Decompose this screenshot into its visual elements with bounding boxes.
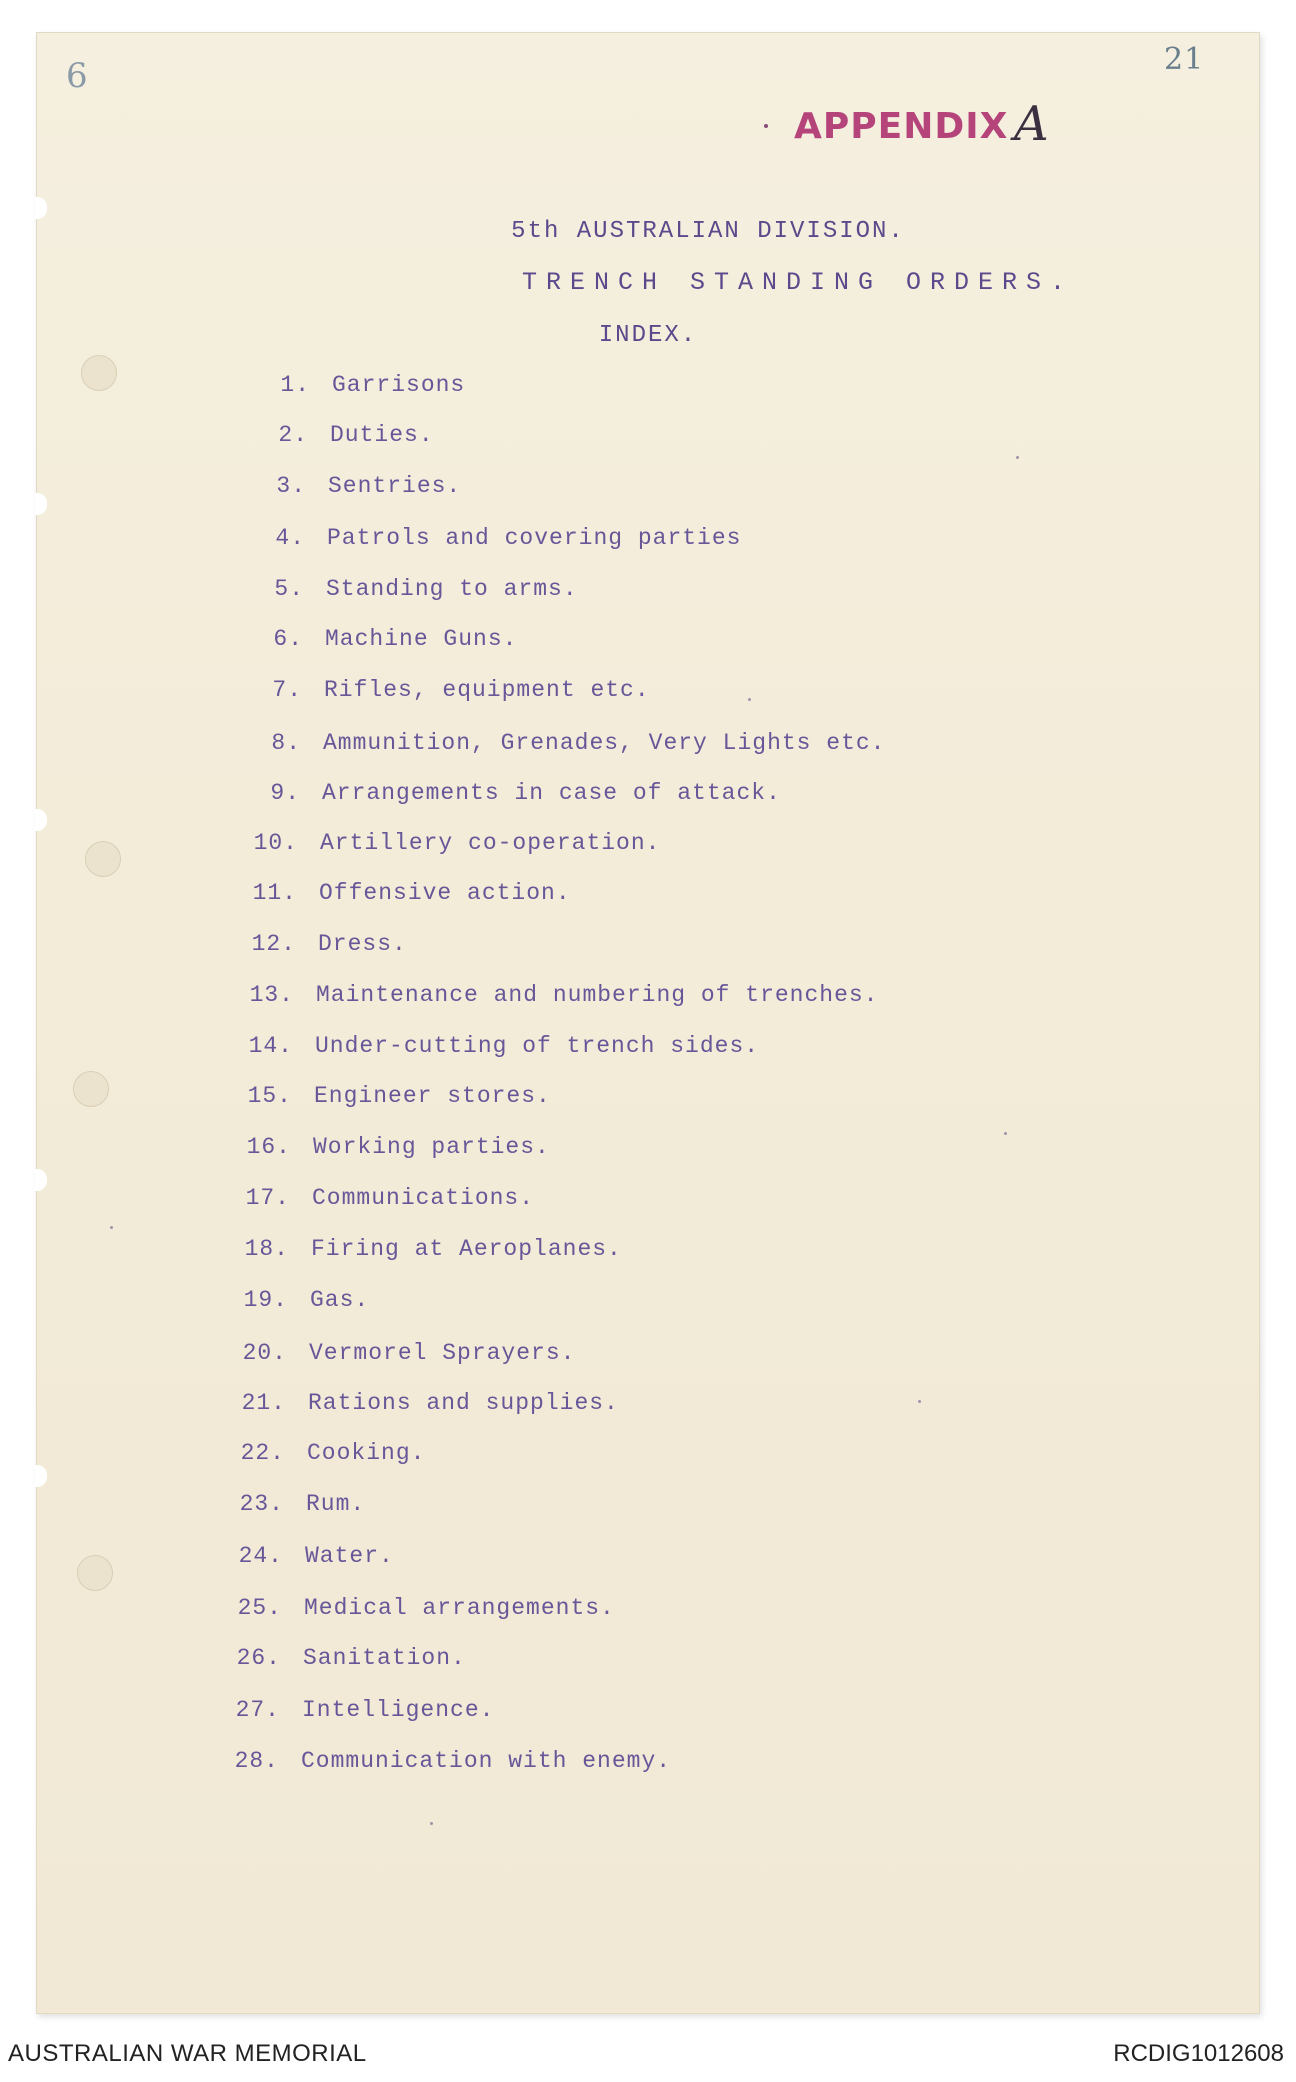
entry-text: Duties. — [330, 422, 434, 448]
torn-edge — [35, 809, 47, 831]
entry-text: Rum. — [306, 1491, 366, 1517]
entry-text: Cooking. — [307, 1440, 426, 1466]
entry-number: 1. — [280, 372, 310, 398]
folio-number-left: 6 — [66, 56, 88, 96]
index-entry — [235, 525, 741, 561]
index-entry — [215, 1440, 425, 1476]
index-entry — [230, 780, 781, 816]
archive-reference: RCDIG1012608 — [1113, 2040, 1284, 2067]
index-entry — [220, 1185, 534, 1221]
entry-text: Medical arrangements. — [304, 1595, 615, 1621]
entry-number: 22. — [240, 1440, 285, 1466]
entry-number: 23. — [239, 1491, 284, 1517]
entry-number: 6. — [273, 626, 303, 652]
ink-speck — [1016, 456, 1019, 459]
entry-number: 21. — [241, 1390, 286, 1416]
entry-number: 10. — [253, 830, 298, 856]
entry-text: Sentries. — [328, 473, 462, 499]
index-heading: INDEX. — [598, 322, 698, 349]
torn-edge — [35, 1169, 47, 1191]
entry-text: Machine Guns. — [325, 626, 518, 652]
punch-hole — [85, 841, 121, 877]
entry-text: Offensive action. — [319, 880, 571, 906]
punch-hole — [81, 355, 117, 391]
stamp-dot — [764, 124, 768, 128]
entry-number: 2. — [278, 422, 308, 448]
entry-number: 18. — [244, 1236, 289, 1262]
entry-text: Rifles, equipment etc. — [324, 677, 650, 703]
index-entry — [221, 1134, 550, 1170]
entry-number: 11. — [252, 880, 297, 906]
entry-text: Garrisons — [332, 372, 466, 398]
ink-speck — [430, 1822, 433, 1825]
entry-text: Standing to arms. — [326, 576, 578, 602]
punch-hole — [73, 1071, 109, 1107]
index-entry — [218, 1287, 369, 1323]
index-entry — [223, 1033, 759, 1069]
appendix-stamp: APPENDIX — [794, 106, 1009, 147]
index-entry — [238, 422, 434, 458]
entry-text: Ammunition, Grenades, Very Lights etc. — [323, 730, 886, 756]
ink-speck — [110, 1226, 113, 1229]
entry-text: Firing at Aeroplanes. — [311, 1236, 622, 1262]
index-entry — [217, 1340, 575, 1376]
ink-speck — [748, 698, 751, 701]
folio-number-right: 21 — [1164, 42, 1205, 77]
index-entry — [231, 730, 886, 766]
index-entry — [226, 931, 407, 967]
appendix-letter: A — [1014, 96, 1049, 152]
entry-number: 9. — [270, 780, 300, 806]
archive-credit: AUSTRALIAN WAR MEMORIAL — [8, 2040, 367, 2067]
entry-number: 13. — [249, 982, 294, 1008]
index-entry — [216, 1390, 619, 1426]
index-entry — [233, 626, 517, 662]
index-entry — [228, 830, 660, 866]
entry-number: 26. — [236, 1645, 281, 1671]
entry-text: Vermorel Sprayers. — [309, 1340, 576, 1366]
entry-text: Maintenance and numbering of trenches. — [316, 982, 879, 1008]
entry-text: Arrangements in case of attack. — [322, 780, 781, 806]
entry-number: 20. — [242, 1340, 287, 1366]
entry-number: 4. — [275, 525, 305, 551]
index-entry — [219, 1236, 622, 1272]
entry-number: 15. — [247, 1083, 292, 1109]
torn-edge — [35, 1465, 47, 1487]
entry-text: Intelligence. — [302, 1697, 495, 1723]
entry-number: 3. — [276, 473, 306, 499]
entry-text: Rations and supplies. — [308, 1390, 619, 1416]
index-entry — [224, 982, 879, 1018]
index-entry — [212, 1595, 615, 1631]
entry-text: Sanitation. — [303, 1645, 466, 1671]
entry-number: 27. — [235, 1697, 280, 1723]
entry-number: 14. — [248, 1033, 293, 1059]
index-entry — [211, 1645, 466, 1681]
punch-hole — [77, 1555, 113, 1591]
torn-edge — [35, 493, 47, 515]
document-title: TRENCH STANDING ORDERS. — [521, 268, 1075, 297]
index-entry — [227, 880, 571, 916]
entry-text: Engineer stores. — [314, 1083, 551, 1109]
index-entry — [236, 473, 461, 509]
entry-text: Communication with enemy. — [301, 1748, 672, 1774]
index-entry — [240, 372, 465, 408]
index-entry — [210, 1697, 494, 1733]
torn-edge — [35, 197, 47, 219]
entry-number: 24. — [238, 1543, 283, 1569]
entry-text: Communications. — [312, 1185, 535, 1211]
entry-number: 8. — [271, 730, 301, 756]
entry-text: Patrols and covering parties — [327, 525, 742, 551]
entry-text: Working parties. — [313, 1134, 550, 1160]
index-entry — [222, 1083, 551, 1119]
entry-text: Artillery co-operation. — [320, 830, 661, 856]
index-entry — [214, 1491, 365, 1527]
entry-number: 7. — [272, 677, 302, 703]
entry-number: 17. — [245, 1185, 290, 1211]
entry-text: Dress. — [318, 931, 407, 957]
entry-number: 28. — [234, 1748, 279, 1774]
entry-number: 5. — [274, 576, 304, 602]
index-entry — [209, 1748, 671, 1784]
index-entry — [213, 1543, 394, 1579]
index-entry — [234, 576, 578, 612]
entry-number: 25. — [237, 1595, 282, 1621]
entry-number: 16. — [246, 1134, 291, 1160]
entry-text: Water. — [305, 1543, 394, 1569]
ink-speck — [918, 1400, 921, 1403]
entry-number: 12. — [251, 931, 296, 957]
ink-speck — [1004, 1132, 1007, 1135]
division-heading: 5th AUSTRALIAN DIVISION. — [511, 218, 905, 245]
index-entry — [232, 677, 650, 713]
entry-text: Gas. — [310, 1287, 370, 1313]
entry-text: Under-cutting of trench sides. — [315, 1033, 760, 1059]
entry-number: 19. — [243, 1287, 288, 1313]
